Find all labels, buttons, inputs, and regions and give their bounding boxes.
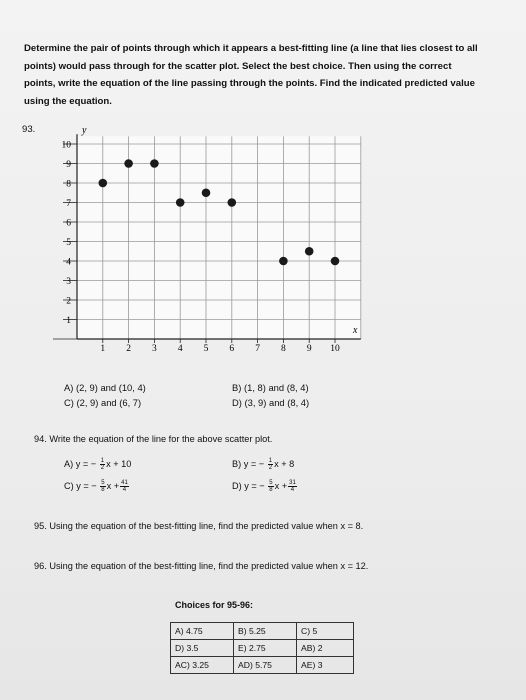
q94-choice-c: C) y = − $\frac{5}{8}$ x + $\frac{41}{4}$ (64, 480, 128, 493)
data-point (279, 257, 288, 266)
table-row (171, 657, 354, 674)
x-tick-label: 6 (229, 344, 235, 354)
x-tick-label: 4 (177, 344, 183, 354)
q93-choice-a: A) (2, 9) and (10, 4) (64, 382, 146, 393)
data-point (331, 257, 340, 266)
y-tick-label: 6 (66, 218, 71, 229)
table-row (171, 623, 354, 640)
question-number-93: 93. (22, 124, 36, 135)
x-tick-label: 2 (126, 344, 131, 354)
data-point (99, 179, 108, 188)
y-tick-label: 3 (66, 277, 71, 287)
x-tick-label: 9 (306, 344, 312, 354)
y-tick-label: 9 (66, 160, 71, 170)
table-cell: AC) 3.25 (171, 657, 234, 674)
table-cell: E) 2.75 (234, 640, 297, 657)
plot-area (77, 136, 361, 339)
q94-choice-b: B) y = − $\frac{1}{2}$ x + 8 (232, 458, 295, 471)
choices-title: Choices for 95-96: (175, 600, 254, 610)
q93-choice-d: D) (3, 9) and (8, 4) (232, 397, 310, 408)
table-cell: AE) 3 (297, 657, 354, 674)
x-tick-label: 5 (203, 344, 209, 354)
data-point (150, 159, 159, 168)
x-tick-label: 3 (152, 344, 157, 354)
x-tick-label: 8 (281, 344, 286, 354)
q94-choice-d: D) y = − $\frac{5}{8}$ x + $\frac{31}{4}$ (232, 480, 296, 493)
choices-table (170, 622, 354, 674)
y-tick-label: 10 (61, 140, 71, 151)
data-point (124, 159, 133, 168)
q93-choice-b: B) (1, 8) and (8, 4) (232, 382, 309, 393)
table-cell: AB) 2 (297, 640, 354, 657)
x-tick-label: 10 (330, 344, 340, 354)
instructions-text: Determine the pair of points through which it appears a best-fitting line (a line that lies closest to all points) would pass through for the scatter plot. Select the best choice. Then using the correct points, write the equation of the line passing through the points. Find the indicated predicted value using the equation. (24, 43, 478, 107)
y-tick-label: 2 (66, 296, 71, 307)
y-tick-label: 5 (66, 238, 71, 248)
data-point (202, 188, 211, 197)
table-cell: AD) 5.75 (234, 657, 297, 674)
table-row (171, 640, 354, 657)
question-96: 96. Using the equation of the best-fitting line, find the predicted value when x = 12. (34, 561, 369, 571)
y-tick-label: 8 (66, 179, 71, 190)
x-axis-label: x (353, 325, 358, 336)
data-point (228, 198, 237, 207)
y-tick-label: 4 (66, 257, 71, 268)
table-cell: A) 4.75 (171, 623, 234, 640)
y-tick-label: 1 (66, 316, 71, 326)
table-cell: C) 5 (297, 623, 354, 640)
y-axis-label: y (82, 125, 87, 136)
table-cell: D) 3.5 (171, 640, 234, 657)
q93-choice-c: C) (2, 9) and (6, 7) (64, 397, 142, 408)
x-tick-label: 1 (100, 344, 106, 354)
plot-grid (77, 136, 361, 339)
data-point (176, 198, 185, 207)
table-cell: B) 5.25 (234, 623, 297, 640)
question-94: 94. Write the equation of the line for the above scatter plot. (34, 434, 273, 444)
data-point (305, 247, 314, 256)
y-tick-label: 7 (66, 199, 71, 209)
question-95: 95. Using the equation of the best-fitting line, find the predicted value when x = 8. (34, 521, 364, 531)
q94-choice-a: A) y = − $\frac{1}{2}$ x + 10 (64, 458, 132, 471)
x-tick-label: 7 (255, 344, 260, 354)
